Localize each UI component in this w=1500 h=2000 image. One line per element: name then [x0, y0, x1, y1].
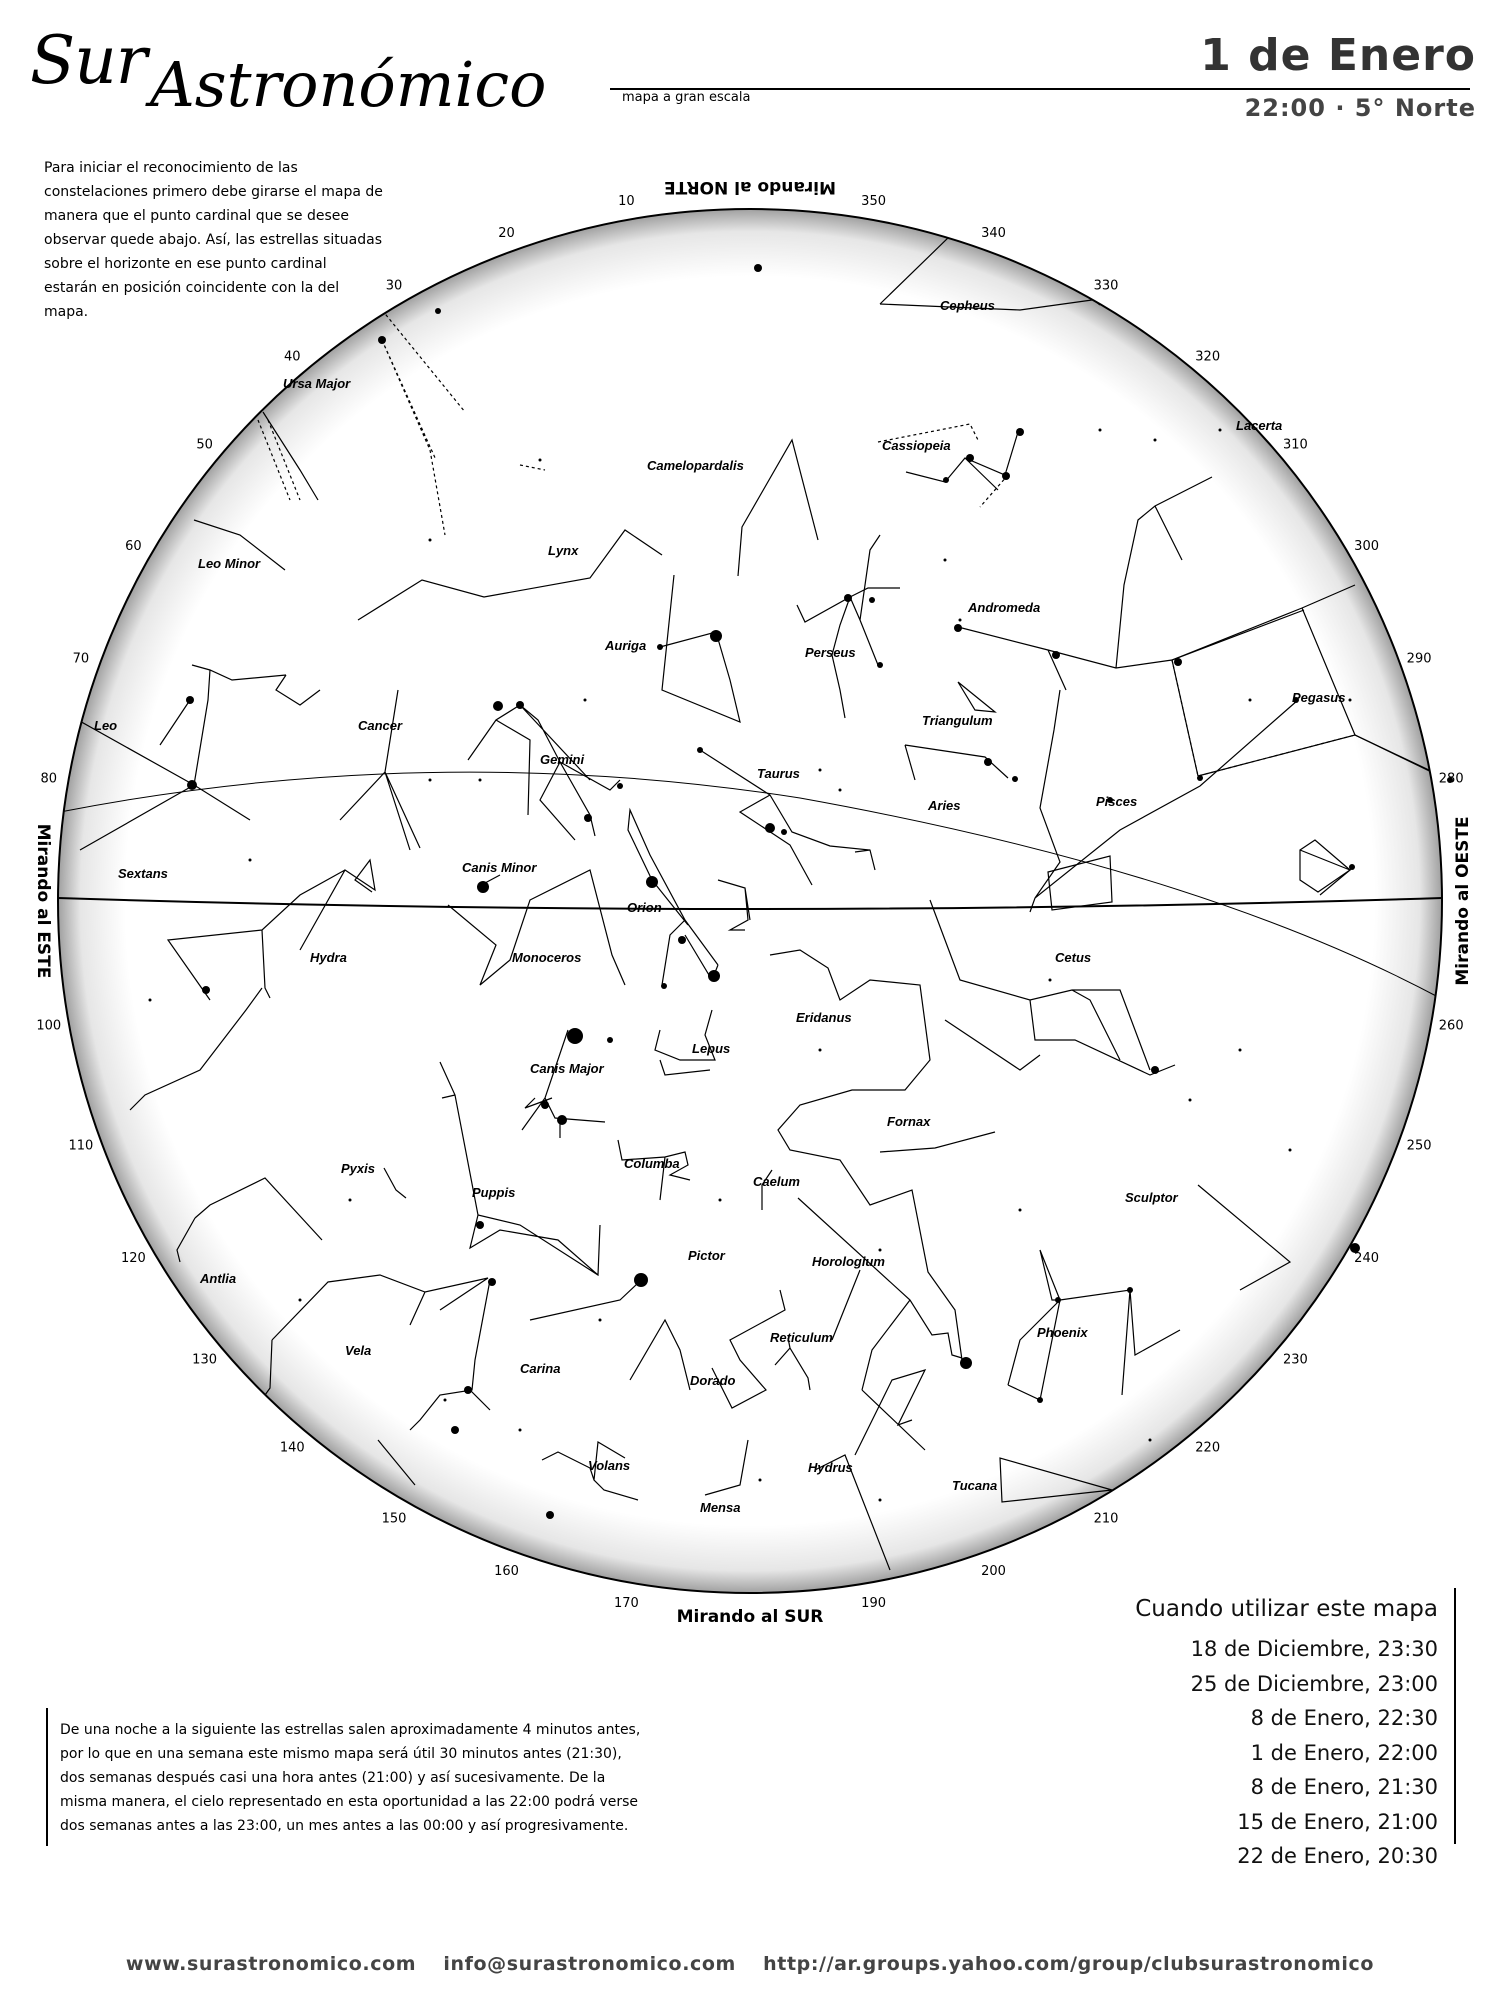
direction-north: Mirando al NORTE [664, 177, 836, 197]
azimuth-label: 230 [1282, 1352, 1308, 1368]
footer-website[interactable]: www.surastronomico.com [125, 1953, 417, 1975]
azimuth-label: 220 [1195, 1440, 1221, 1456]
direction-west: Mirando al OESTE [1453, 816, 1473, 986]
when-date: 22 de Enero, 20:30 [1237, 1844, 1438, 1868]
footer-email[interactable]: info@surastronomico.com [443, 1953, 736, 1975]
when-dates-list [1191, 1632, 1438, 1874]
when-date: 8 de Enero, 22:30 [1250, 1706, 1438, 1730]
azimuth-label: 340 [981, 225, 1006, 241]
direction-south: Mirando al SUR [676, 1607, 824, 1627]
map-time-latitude: 22:00 · 5° Norte [1244, 94, 1476, 122]
label-hydrus: Hydrus [808, 1460, 853, 1475]
when-date: 8 de Enero, 21:30 [1250, 1775, 1438, 1799]
label-fornax: Fornax [887, 1114, 931, 1129]
map-date: 1 de Enero [1200, 30, 1476, 81]
label-pegasus: Pegasus [1292, 690, 1346, 705]
label-cetus: Cetus [1055, 950, 1092, 965]
azimuth-label: 290 [1406, 651, 1432, 667]
label-columba: Columba [624, 1156, 680, 1171]
azimuth-label: 350 [861, 193, 887, 209]
logo-sur: Sur [30, 22, 147, 99]
azimuth-label: 80 [40, 771, 58, 787]
azimuth-label: 110 [68, 1138, 94, 1154]
azimuth-label: 280 [1438, 771, 1464, 787]
azimuth-label: 150 [381, 1511, 407, 1527]
when-date: 25 de Diciembre, 23:00 [1190, 1671, 1438, 1696]
azimuth-label: 330 [1093, 278, 1119, 294]
label-dorado: Dorado [690, 1373, 736, 1388]
azimuth-label: 250 [1406, 1138, 1432, 1154]
azimuth-label: 130 [192, 1352, 218, 1368]
azimuth-label: 170 [613, 1596, 639, 1612]
azimuth-label: 190 [861, 1596, 887, 1612]
label-cepheus: Cepheus [940, 298, 995, 313]
label-canis-minor: Canis Minor [462, 860, 537, 875]
label-mensa: Mensa [700, 1500, 741, 1515]
label-cassiopeia: Cassiopeia [882, 438, 951, 453]
label-ursa-major: Ursa Major [283, 376, 351, 391]
azimuth-label: 10 [618, 193, 635, 209]
logo-subtitle: mapa a gran escala [622, 90, 751, 105]
azimuth-label: 300 [1354, 539, 1380, 554]
azimuth-label: 60 [125, 539, 142, 554]
label-cancer: Cancer [358, 718, 403, 733]
azimuth-label: 20 [498, 225, 515, 241]
label-hydra: Hydra [310, 950, 347, 965]
intro-text: Para iniciar el reconocimiento de las constelaciones primero debe girarse el mapa de manera que el punto cardinal que se desee observar quede abajo. Así, las estrellas situadas sobre el horizonte en ese punto cardinal estarán en posición coincidente con la del mapa. [44, 160, 383, 320]
when-box-border [1454, 1588, 1456, 1844]
label-leo: Leo [94, 718, 118, 733]
label-taurus: Taurus [757, 766, 800, 781]
label-auriga: Auriga [605, 638, 647, 653]
label-sculptor: Sculptor [1125, 1190, 1178, 1205]
label-lynx: Lynx [548, 543, 579, 558]
label-orion: Orion [627, 900, 662, 915]
azimuth-label: 100 [36, 1018, 62, 1034]
label-lepus: Lepus [692, 1041, 731, 1056]
azimuth-label: 70 [72, 651, 90, 667]
when-date: 1 de Enero, 22:00 [1250, 1740, 1438, 1765]
label-tucana: Tucana [952, 1478, 998, 1493]
label-pyxis: Pyxis [341, 1161, 375, 1176]
label-reticulum: Reticulum [770, 1330, 833, 1345]
label-canis-major: Canis Major [530, 1061, 604, 1076]
footer [0, 1953, 1500, 1975]
azimuth-label: 30 [385, 278, 403, 294]
label-caelum: Caelum [753, 1174, 800, 1189]
label-pictor: Pictor [688, 1248, 725, 1263]
label-eridanus: Eridanus [796, 1010, 852, 1025]
label-aries: Aries [928, 798, 961, 813]
footer-group-link[interactable]: http://ar.groups.yahoo.com/group/clubsurastronomico [763, 1953, 1375, 1975]
label-leo-minor: Leo Minor [198, 556, 261, 571]
azimuth-label: 240 [1354, 1251, 1380, 1266]
label-triangulum: Triangulum [922, 713, 993, 728]
label-monoceros: Monoceros [512, 950, 582, 965]
label-horologium: Horologium [812, 1254, 885, 1269]
note-text: De una noche a la siguiente las estrellas salen aproximadamente 4 minutos antes, por lo que en una semana este mismo mapa será útil 30 minutos antes (21:30), dos semanas después casi una hora antes (21:00) y así sucesivamente. De la misma manera, el cielo representado en esta oportunidad a las 22:00 podrá verse dos semanas antes a las 23:00, un mes antes a las 00:00 y así progresivamente. [60, 1722, 641, 1834]
label-volans: Volans [588, 1458, 631, 1473]
azimuth-label: 210 [1093, 1511, 1119, 1527]
label-vela: Vela [345, 1343, 372, 1358]
label-andromeda: Andromeda [968, 600, 1041, 615]
azimuth-label: 120 [120, 1251, 146, 1266]
label-gemini: Gemini [540, 752, 585, 767]
label-carina: Carina [520, 1361, 561, 1376]
label-antlia: Antlia [200, 1271, 237, 1286]
label-sextans: Sextans [118, 866, 168, 881]
azimuth-label: 260 [1438, 1018, 1464, 1034]
azimuth-label: 140 [279, 1440, 305, 1456]
label-camelopardalis: Camelopardalis [647, 458, 744, 473]
when-date: 15 de Enero, 21:00 [1237, 1809, 1438, 1834]
label-lacerta: Lacerta [1236, 418, 1283, 433]
label-phoenix: Phoenix [1037, 1325, 1088, 1340]
azimuth-label: 160 [494, 1564, 519, 1580]
azimuth-label: 320 [1195, 349, 1221, 365]
when-date: 18 de Diciembre, 23:30 [1190, 1637, 1438, 1661]
label-pisces: Pisces [1096, 794, 1138, 809]
label-perseus: Perseus [805, 645, 856, 660]
label-puppis: Puppis [472, 1185, 516, 1200]
azimuth-label: 50 [196, 437, 213, 453]
azimuth-label: 310 [1282, 437, 1308, 453]
logo-astronomico: Astronómico [150, 48, 547, 121]
when-title: Cuando utilizar este mapa [1135, 1596, 1438, 1622]
azimuth-label: 40 [284, 349, 301, 365]
note-border [46, 1708, 48, 1846]
direction-east: Mirando al ESTE [33, 823, 53, 979]
azimuth-label: 200 [981, 1564, 1006, 1580]
